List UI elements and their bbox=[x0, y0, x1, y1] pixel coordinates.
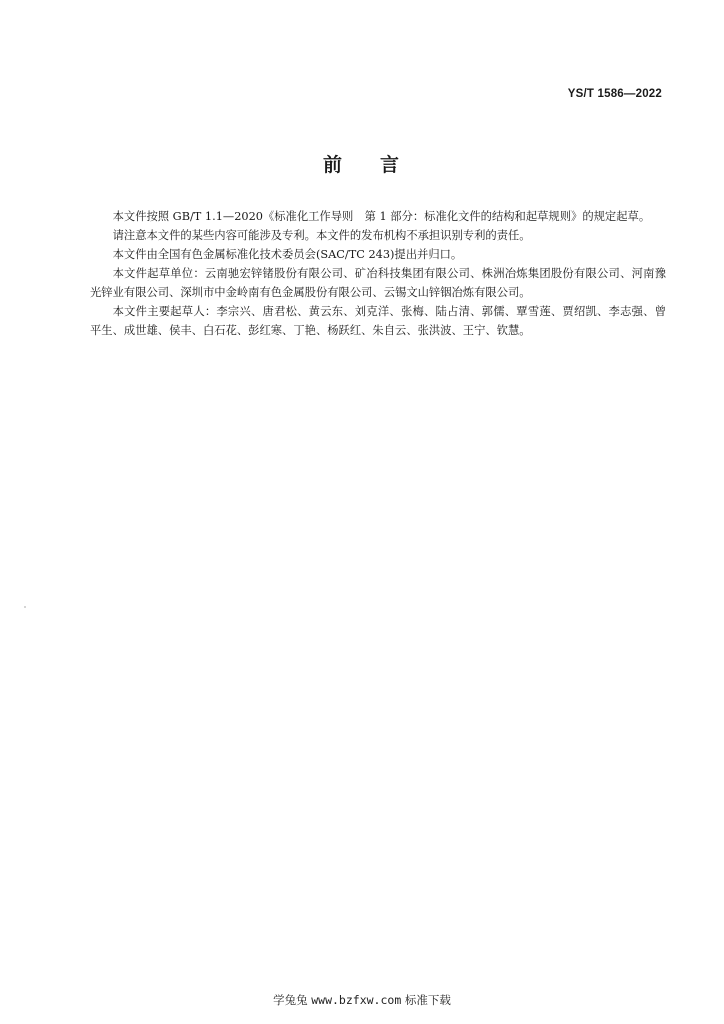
footer-watermark bbox=[0, 992, 724, 1008]
paragraph-drafters: 本文件主要起草人：李宗兴、唐君松、黄云东、刘克洋、张梅、陆占清、郭儒、覃雪莲、贾绍凯、李志强、曾平生、成世雄、侯丰、白石花、彭红寒、丁艳、杨跃红、朱自云、张洪波、王宁、钦慧。 bbox=[90, 305, 666, 337]
title-char-2: 言 bbox=[380, 154, 402, 176]
footer-site-name: 学兔兔 bbox=[273, 993, 308, 1007]
paragraph-proposer: 本文件由全国有色金属标准化技术委员会(SAC/TC 243)提出并归口。 bbox=[112, 248, 463, 261]
title-char-1: 前 bbox=[322, 154, 344, 176]
paragraph-patent-notice: 请注意本文件的某些内容可能涉及专利。本文件的发布机构不承担识别专利的责任。 bbox=[112, 229, 531, 242]
paragraph-drafting-rules: 本文件按照 GB/T 1.1—2020《标准化工作导则 第 1 部分：标准化文件的结构和起草规则》的规定起草。 bbox=[112, 210, 651, 223]
paragraph-drafting-units: 本文件起草单位：云南驰宏锌锗股份有限公司、矿冶科技集团有限公司、株洲冶炼集团股份有限公司、河南豫光锌业有限公司、深圳市中金岭南有色金属股份有限公司、云锡文山锌铟冶炼有限公司。 bbox=[90, 267, 666, 299]
scan-speck bbox=[24, 606, 26, 608]
footer-url-link[interactable]: www.bzfxw.com bbox=[311, 993, 402, 1007]
foreword-body bbox=[90, 207, 666, 340]
document-code: YS/T 1586—2022 bbox=[567, 88, 662, 100]
page-title bbox=[0, 150, 724, 177]
footer-download-label: 标准下载 bbox=[404, 993, 451, 1007]
